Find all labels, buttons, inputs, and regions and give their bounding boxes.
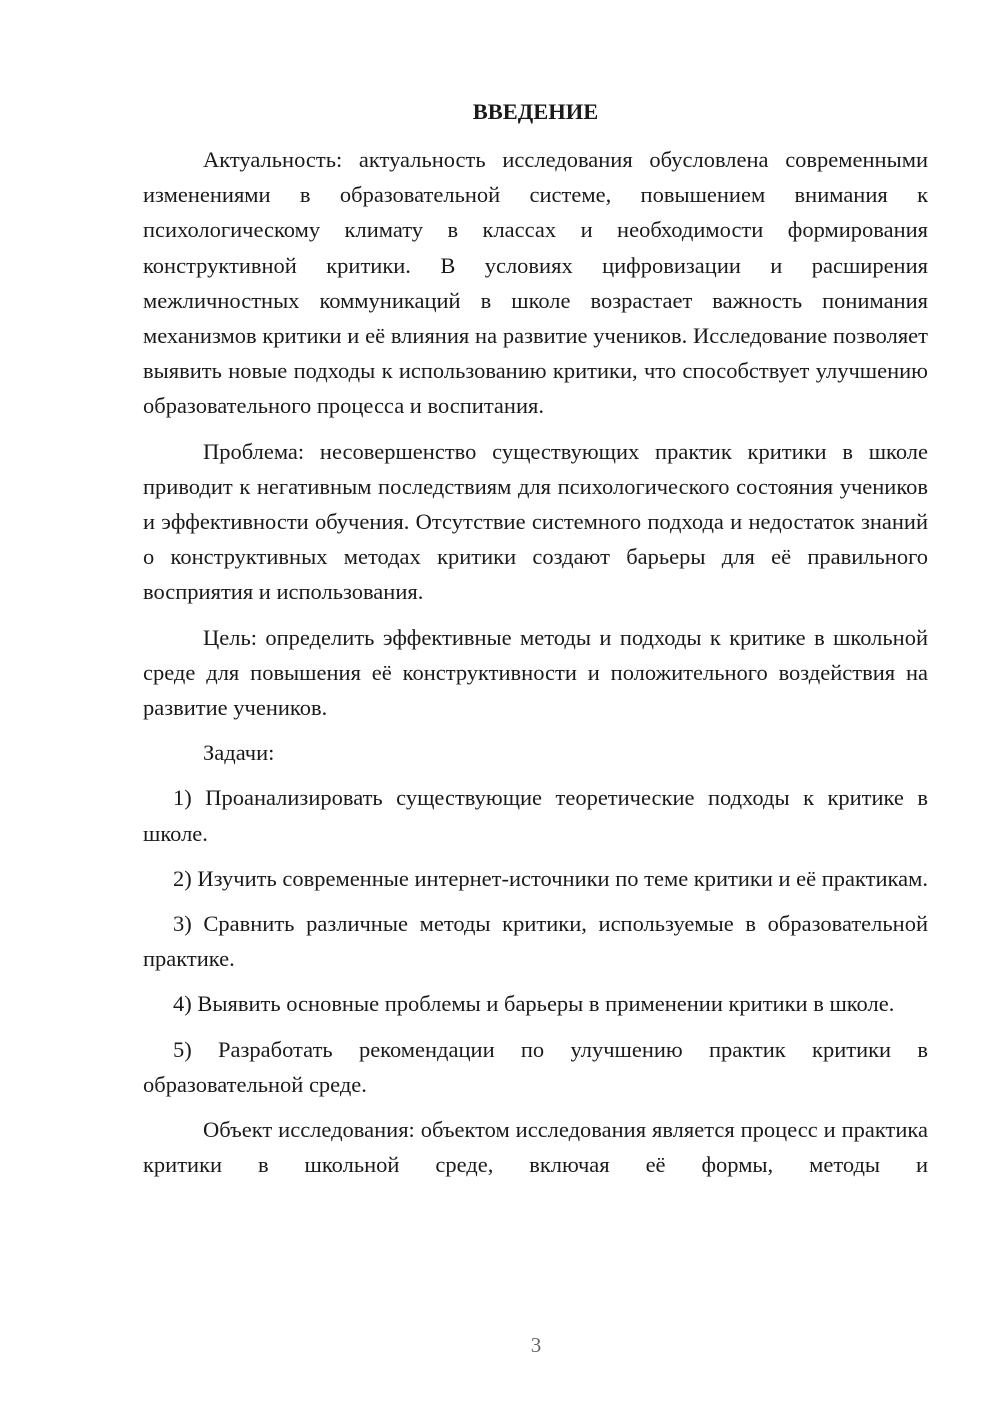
page-content <box>143 92 928 1192</box>
task-item-5: 5) Разработать рекомендации по улучшению практик критики в образовательной среде. <box>143 1036 928 1097</box>
task-item-1: 1) Проанализировать существующие теоретические подходы к критике в школе. <box>143 785 928 846</box>
page-number: 3 <box>530 1333 542 1357</box>
problem-paragraph: Проблема: несовершенство существующих практик критики в школе приводит к негативным последствиям для психологического состояния учеников и эффективности обучения. Отсутствие системного подхода и недостаток знаний о конструктивных методах критики создают барьеры для её правильного восприятия и использования. <box>143 438 928 605</box>
tasks-label: Задачи: <box>203 740 275 766</box>
task-item-4: 4) Выявить основные проблемы и барьеры в применении критики в школе. <box>173 991 895 1017</box>
goal-paragraph: Цель: определить эффективные методы и подходы к критике в школьной среде для повышения её конструктивности и положительного воздействия на развитие учеников. <box>143 624 928 721</box>
section-heading: ВВЕДЕНИЕ <box>472 99 599 124</box>
task-item-2: 2) Изучить современные интернет-источники по теме критики и её практикам. <box>173 865 928 891</box>
object-paragraph: Объект исследования: объектом исследования является процесс и практика критики в школьной среде, включая её формы, методы и <box>143 1117 928 1178</box>
task-item-3: 3) Сравнить различные методы критики, используемые в образовательной практике. <box>143 911 928 972</box>
relevance-paragraph: Актуальность: актуальность исследования обусловлена современными изменениями в образовательной системе, повышением внимания к психологическому климату в классах и необходимости формирования конструктивной критики. В условиях цифровизации и расширения межличностных коммуникаций в школе возрастает важность понимания механизмов критики и её влияния на развитие учеников. Исследование позволяет выявить новые подходы к использованию критики, что способствует улучшению образовательного процесса и воспитания. <box>143 147 928 419</box>
